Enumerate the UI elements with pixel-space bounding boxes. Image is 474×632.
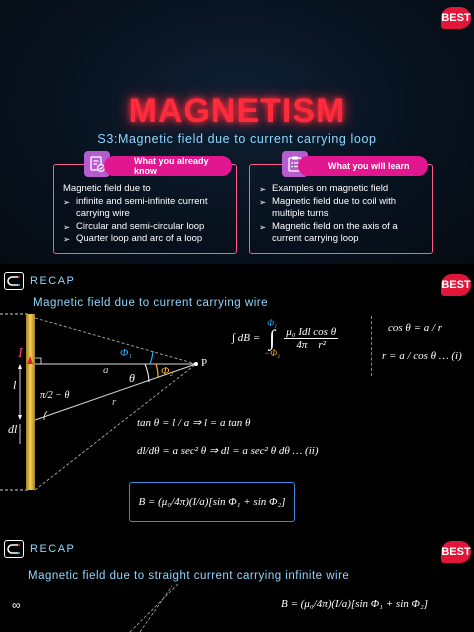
magnet-icon <box>4 272 24 290</box>
recap-label: RECAP <box>30 543 76 555</box>
equation-divider <box>371 316 372 376</box>
diagram-fragment <box>120 582 180 632</box>
recap-tag <box>4 270 75 292</box>
phi1-label: Φ₁ <box>120 347 133 359</box>
point-p-label: P <box>201 357 208 369</box>
wire-rod <box>26 314 35 490</box>
angle-complement-label: π/2 − θ <box>40 390 70 401</box>
list-item: ➢ infinite and semi-infinite current carrying wire <box>63 196 230 221</box>
slide-subtitle: S3:Magnetic field due to current carrying loop <box>97 132 377 146</box>
already-know-intro: Magnetic field due to <box>63 183 151 194</box>
already-know-list <box>63 196 230 246</box>
list-item: ➢ Examples on magnetic field <box>259 183 426 196</box>
distance-r-label: r <box>112 396 117 408</box>
dl-label: dl <box>8 422 18 436</box>
dl-equation: dl/dθ = a sec² θ ⇒ dl = a sec² θ dθ … (ii) <box>137 445 319 457</box>
recap-label: RECAP <box>30 275 76 287</box>
r-equation: r = a / cos θ … (i) <box>382 350 462 362</box>
slide-heading: Magnetic field due to straight current carrying infinite wire <box>28 570 350 582</box>
already-know-card <box>53 156 237 254</box>
integral-equation: ∫ dB = Φ₁ ∫ −Φ₂ $\frac{\text{μ₀ Idl cos θ}}{\text{4π r²}}$ <box>232 318 337 358</box>
list-item: ➢ Quarter loop and arc of a loop <box>63 233 230 246</box>
infinite-wire-result: B = (μ₀/4π)(I/a)[sin Φ₁ + sin Φ₂] <box>281 598 428 610</box>
already-know-header: What you already know <box>104 156 232 176</box>
list-item: ➢ Magnetic field due to coil with multiple turns <box>259 196 426 221</box>
will-learn-card <box>249 161 433 254</box>
slide-recap-wire <box>0 266 474 534</box>
best-badge: BEST <box>441 7 471 29</box>
recap-tag <box>4 538 75 560</box>
infinity-symbol: ∞ <box>12 598 21 612</box>
result-box: B = (μ₀/4π)(I/a)[sin Φ₁ + sin Φ₂] <box>129 482 295 522</box>
best-badge: BEST <box>441 541 471 563</box>
will-learn-list <box>259 183 426 246</box>
magnet-icon <box>4 540 24 558</box>
current-label: I <box>18 346 23 361</box>
best-badge: BEST <box>441 274 471 296</box>
distance-a-label: a <box>103 364 109 376</box>
slide-title: MAGNETISM <box>128 92 346 130</box>
point-p-dot <box>194 362 198 366</box>
slide-recap-infinite-wire <box>0 536 474 632</box>
slide-intro <box>0 0 474 264</box>
slide-heading: Magnetic field due to current carrying wire <box>33 297 268 309</box>
theta-label: θ <box>129 371 135 385</box>
cos-equation: cos θ = a / r <box>388 322 443 334</box>
list-item: ➢ Magnetic field on the axis of a current carrying loop <box>259 221 426 246</box>
list-item: ➢ Circular and semi-circular loop <box>63 221 230 234</box>
phi2-label: Φ₂ <box>161 365 174 377</box>
will-learn-header: What you will learn <box>298 156 428 176</box>
length-label: l <box>13 378 17 392</box>
tan-equation: tan θ = l / a ⇒ l = a tan θ <box>137 417 251 429</box>
